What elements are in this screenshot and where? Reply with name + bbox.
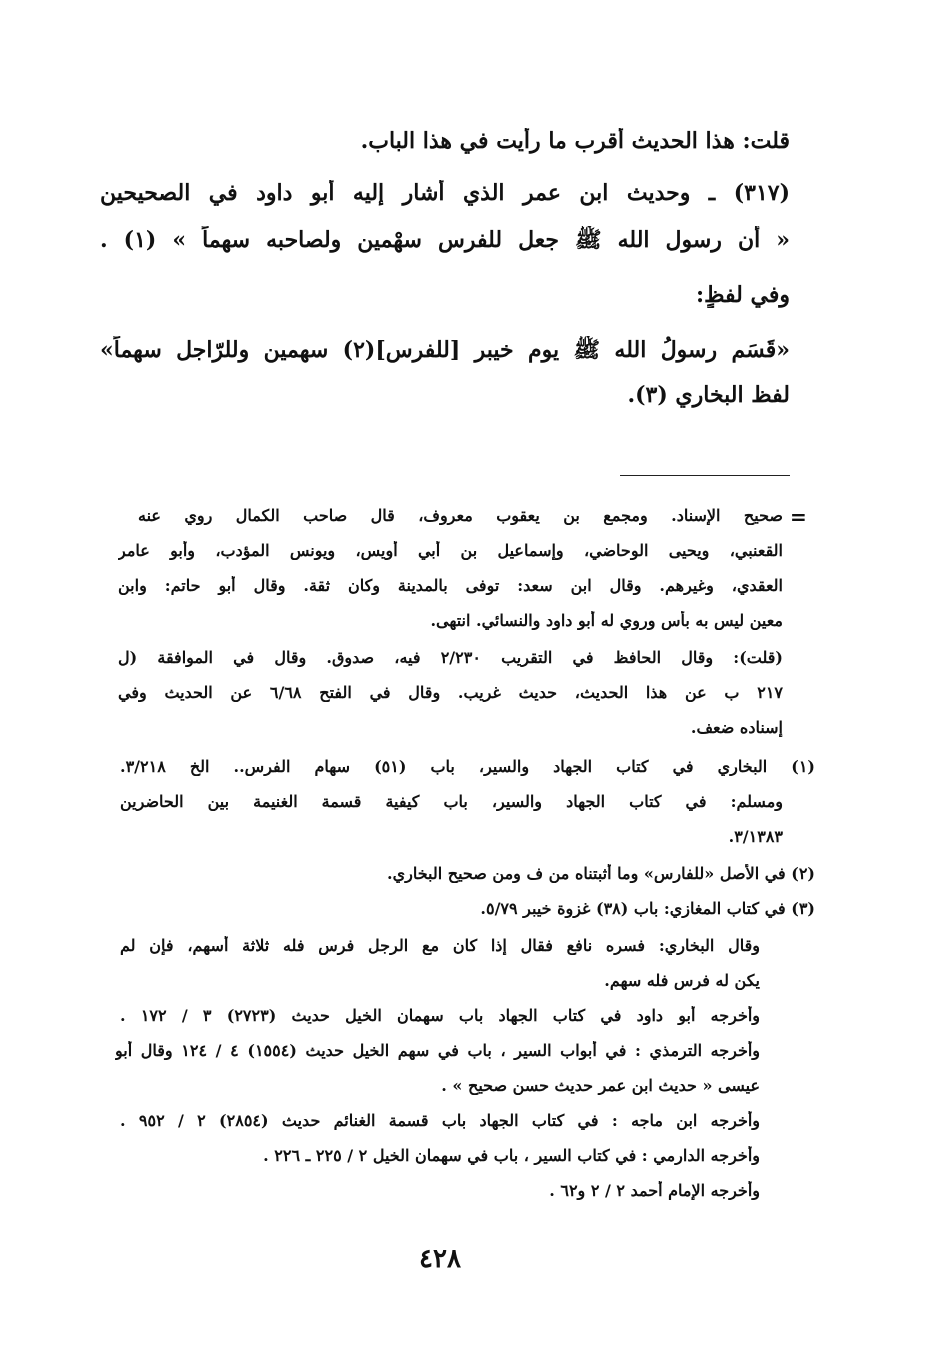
continuation-mark: = xyxy=(790,505,807,529)
footnote-3: (٣) في كتاب المغازي: باب (٣٨) غزوة خيبر ٥/٧٩. xyxy=(480,899,815,918)
main-text-line: وفي لفظٍ: xyxy=(696,282,790,308)
footnote-line: ٢١٧ ب عن هذا الحديث، حديث غريب. وقال في الفتح ٦/٦٨ عن الحديث وفي xyxy=(118,683,783,702)
footnote-3-line: وأخرجه أبو داود في كتاب الجهاد باب سهمان الخيل حديث (٢٧٢٣) ٣ / ١٧٢ . xyxy=(120,1006,760,1025)
footnote-3-line: وأخرجه ابن ماجه : في كتاب الجهاد باب قسمة الغنائم حديث (٢٨٥٤) ٢ / ٩٥٢ . xyxy=(120,1111,760,1130)
footnote-2: (٢) في الأصل «للفارس» وما أثبتناه من ف ومن صحيح البخاري. xyxy=(387,864,815,883)
footnote-3-line: وقال البخاري: فسره نافع فقال إذا كان مع الرجل فرس فله ثلاثة أسهم، فإن لم xyxy=(120,936,760,955)
footnote-line: القعنبي، ويحيى الوحاضي، وإسماعيل بن أبي أويس، ويونس المؤدب، وأبو عامر xyxy=(118,541,783,560)
footnote-1: (١) البخاري في كتاب الجهاد والسير، باب (٥١) سهام الفرس.. الخ ٣/٢١٨. xyxy=(120,757,815,776)
footnote-3-line: عيسى « حديث ابن عمر حديث حسن صحيح » . xyxy=(441,1076,760,1095)
page-number: ٤٢٨ xyxy=(419,1244,461,1274)
footnote-line: إسناده ضعف. xyxy=(690,718,783,737)
main-text-line: قلت: هذا الحديث أقرب ما رأيت في هذا الباب. xyxy=(360,128,790,154)
footnote-3-line: يكن له فرس فله سهم. xyxy=(604,971,760,990)
main-text-line: « أن رسول الله ﷺ جعل للفرس سهْمين ولصاحبه سهماً » (١) . xyxy=(100,227,790,253)
main-text-line: (٣١٧) ـ وحديث ابن عمر الذي أشار إليه أبو داود في الصحيحين xyxy=(100,180,790,206)
footnote-divider xyxy=(620,475,790,476)
main-text-line: «قَسَم رسولُ الله ﷺ يوم خيبر [للفرس](٢) سهمين وللرّاجل سهماً» xyxy=(100,337,790,363)
footnote-3-line: وأخرجه الترمذي : في أبواب السير ، باب في سهم الخيل حديث (١٥٥٤) ٤ / ١٢٤ وقال أبو xyxy=(115,1041,760,1060)
footnote-3-line: وأخرجه الإمام أحمد ٢ / ٢ و٦٢ . xyxy=(549,1181,760,1200)
footnote-3-line: وأخرجه الدارمي : في كتاب السير ، باب في سهمان الخيل ٢ / ٢٢٥ ـ ٢٢٦ . xyxy=(263,1146,760,1165)
footnote-1-line: ٣/١٣٨٣. xyxy=(728,827,783,846)
main-text-line: لفظ البخاري (٣). xyxy=(627,382,790,408)
footnote-line: معين ليس به بأس وروي له أبو داود والنسائي. انتهى. xyxy=(430,611,783,630)
footnote-1-line: ومسلم: في كتاب الجهاد والسير، باب كيفية قسمة الغنيمة بين الحاضرين xyxy=(120,792,783,811)
footnote-line: العقدي، وغيرهم. وقال ابن سعد: توفى بالمدينة وكان ثقة. وقال أبو حاتم: وابن xyxy=(118,576,783,595)
footnote-line: (قلت): وقال الحافظ في التقريب ٢/٢٣٠ فيه، صدوق. وقال في الموافقة (ل xyxy=(118,648,783,667)
footnote-line: صحيح الإسناد. ومجمع بن يعقوب معروف، قال صاحب الكمال روي عنه xyxy=(138,506,783,525)
